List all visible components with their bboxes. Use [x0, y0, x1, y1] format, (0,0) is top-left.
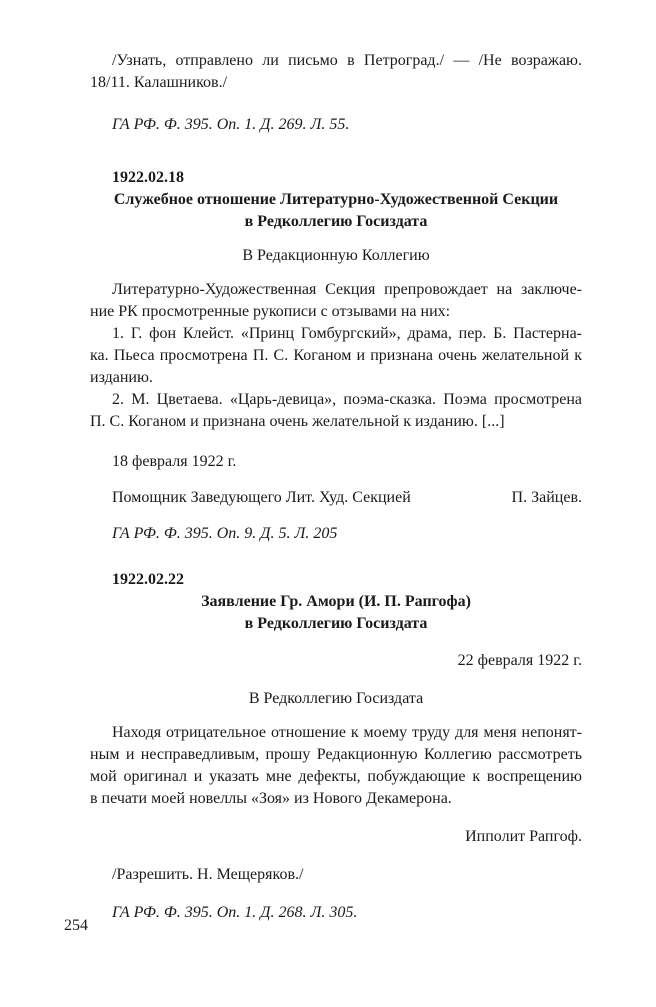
doc1-item-2-line-2: П. С. Коганом и признана очень желательной к изданию. [...]	[90, 413, 505, 430]
doc1-date-line: 18 февраля 1922 г.	[112, 453, 237, 470]
doc1-signer-position: Помощник Заведующего Лит. Худ. Секцией	[112, 489, 411, 506]
doc1-body	[90, 279, 582, 433]
doc2-title-line-1: Заявление Гр. Амори (И. П. Рапгофа)	[201, 593, 471, 610]
doc1-item-1-line-2: ка. Пьеса просмотрена П. С. Коганом и признана очень желательной к	[90, 347, 582, 364]
doc1-item-1-line-3: изданию.	[90, 369, 153, 386]
fragment-source: ГА РФ. Ф. 395. Оп. 1. Д. 269. Л. 55.	[112, 116, 350, 133]
doc1-date: 1922.02.18	[112, 169, 184, 186]
doc1-source: ГА РФ. Ф. 395. Оп. 9. Д. 5. Л. 205	[112, 525, 338, 542]
doc2-date-right: 22 февраля 1922 г.	[457, 652, 582, 669]
doc2-source: ГА РФ. Ф. 395. Оп. 1. Д. 268. Л. 305.	[112, 904, 358, 921]
doc2-body	[90, 722, 582, 810]
doc2-resolution: /Разрешить. Н. Мещеряков./	[112, 866, 304, 883]
document-2	[90, 569, 582, 924]
doc1-addressee: В Редакционную Коллегию	[242, 247, 430, 264]
doc2-para-line-3: мой оригинал и указать мне дефекты, побуждающие к воспрещению	[90, 768, 582, 785]
doc1-signature-row	[90, 487, 582, 509]
doc2-title-line-2: в Редколлегию Госиздата	[244, 615, 428, 632]
doc2-para-line-1: Находя отрицательное отношение к моему труду для меня непонят-	[112, 724, 582, 741]
doc2-signature: Ипполит Рапгоф.	[465, 828, 582, 845]
doc1-item-1-line-1: 1. Г. фон Клейст. «Принц Гомбургский», драма, пер. Б. Пастерна-	[112, 325, 582, 342]
doc1-para-line-2: ние РК просмотренные рукописи с отзывами на них:	[90, 303, 451, 320]
doc2-para-line-4: в печати моей новеллы «Зоя» из Нового Декамерона.	[90, 790, 452, 807]
doc2-addressee: В Редколлегию Госиздата	[248, 690, 424, 707]
top-fragment	[90, 50, 582, 136]
fragment-line-2: 18/11. Калашников./	[90, 74, 228, 91]
doc1-item-2-line-1: 2. М. Цветаева. «Царь-девица», поэма-сказка. Поэма просмотрена	[112, 391, 582, 408]
fragment-line-1: /Узнать, отправлено ли письмо в Петроград./ — /Не возражаю.	[112, 52, 582, 69]
doc1-title-line-2: в Редколлегию Госиздата	[244, 213, 428, 230]
doc2-date: 1922.02.22	[112, 571, 184, 588]
doc1-para-line-1: Литературно-Художественная Секция препровождает на заключе-	[112, 281, 582, 298]
page-number: 254	[64, 917, 88, 934]
doc2-para-line-2: ным и несправедливым, прошу Редакционную Коллегию рассмотреть	[90, 746, 582, 763]
doc1-signer-name: П. Зайцев.	[511, 489, 582, 506]
doc1-title-line-1: Служебное отношение Литературно-Художественной Секции	[113, 191, 559, 208]
document-1	[90, 167, 582, 545]
